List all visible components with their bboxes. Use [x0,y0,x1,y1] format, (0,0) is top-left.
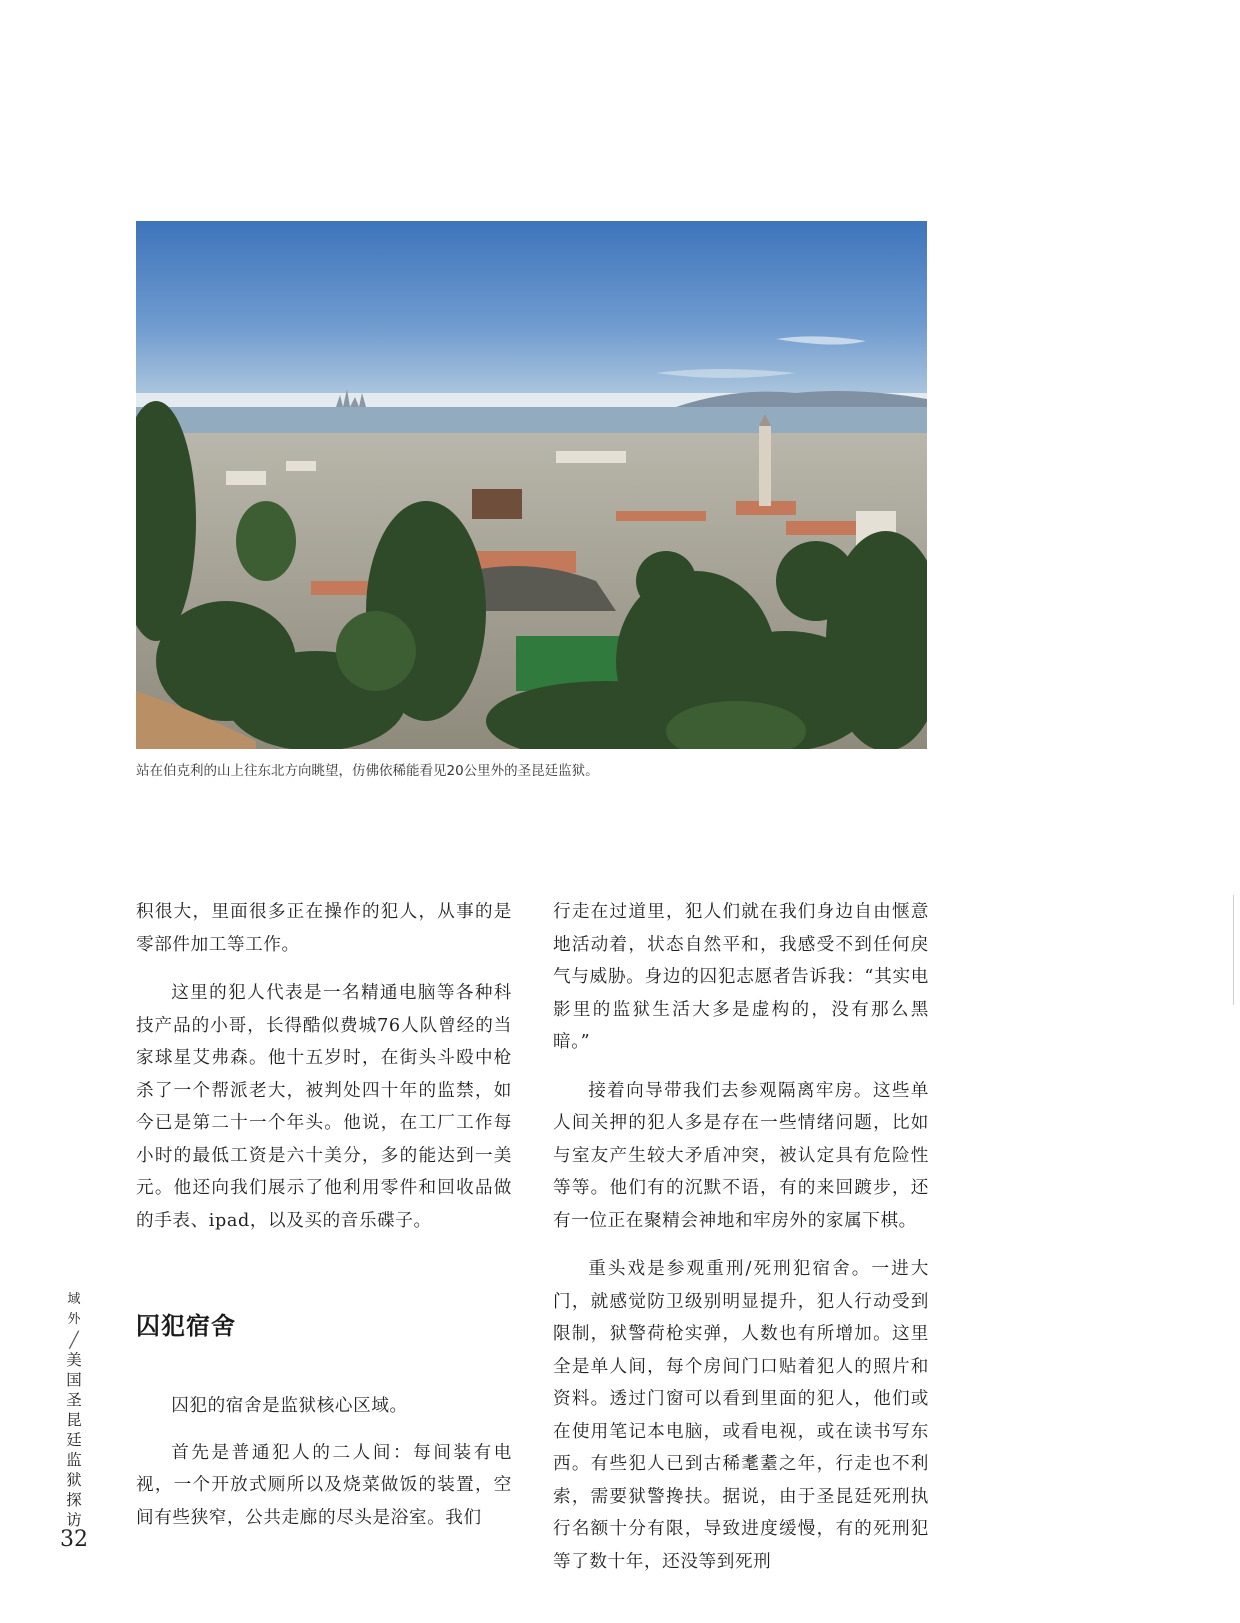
paragraph: 首先是普通犯人的二人间：每间装有电视，一个开放式厕所以及烧菜做饭的装置，空间有些狭窄，公共走廊的尽头是浴室。我们 [136,1442,512,1528]
left-column [136,896,512,1237]
vertical-char: 外 [67,1312,81,1327]
vertical-char: 监 [66,1451,82,1469]
paragraph: 重头戏是参观重刑/死刑犯宿舍。一进大门，就感觉防卫级别明显提升，犯人行动受到限制，狱警荷枪实弹，人数也有所增加。这里全是单人间，每个房间门口贴着犯人的照片和资料。透过门窗可以看到里面的犯人，他们或在使用笔记本电脑，或看电视，或在读书写东西。有些犯人已到古稀耄耋之年，行走也不利索，需要狱警搀扶。据说，由于圣昆廷死刑执行名额十分有限，导致进度缓慢，有的死刑犯等了数十年，还没等到死刑 [553,1259,929,1572]
vertical-char: 美 [66,1351,82,1369]
section-heading: 囚犯宿舍 [136,1311,236,1340]
hero-photo [136,221,927,749]
vertical-char: 圣 [66,1391,82,1409]
vertical-char: 探 [66,1491,82,1509]
article-title-vertical [60,1350,88,1530]
right-column [553,896,929,1578]
berkeley-landscape-image [136,221,927,749]
vertical-char: 昆 [66,1411,82,1429]
paragraph: 行走在过道里，犯人们就在我们身边自由惬意地活动着，状态自然平和，我感受不到任何戾气与威胁。身边的囚犯志愿者告诉我：“其实电影里的监狱生活大多是虚构的，没有那么黑暗。” [553,902,929,1052]
paragraph: 囚犯的宿舍是监狱核心区域。 [171,1396,408,1416]
separator-slash: ╱ [69,1331,79,1349]
paragraph: 这里的犯人代表是一名精通电脑等各种科技产品的小哥，长得酷似费城76人队曾经的当家球星艾弗森。他十五岁时，在街头斗殴中枪杀了一个帮派老大，被判处四十年的监禁，如今已是第二十一个年头。他说，在工厂工作每小时的最低工资是六十美分，多的能达到一美元。他还向我们展示了他利用零件和回收品做的手表、ipad，以及买的音乐碟子。 [136,983,512,1231]
section-body [136,1390,512,1534]
page-number: 32 [60,1527,88,1552]
vertical-char: 国 [66,1371,82,1389]
paragraph: 积很大，里面很多正在操作的犯人，从事的是零部件加工等工作。 [136,902,512,955]
vertical-char: 域 [67,1292,81,1307]
page-edge-mark [1233,895,1240,1005]
section-label [60,1290,88,1330]
vertical-char: 狱 [66,1471,82,1489]
vertical-char: 访 [66,1511,82,1529]
paragraph: 接着向导带我们去参观隔离牢房。这些单人间关押的犯人多是存在一些情绪问题，比如与室友产生较大矛盾冲突，被认定具有危险性等等。他们有的沉默不语，有的来回踱步，还有一位正在聚精会神地和牢房外的家属下棋。 [553,1080,929,1231]
running-header-vertical [60,1290,88,1530]
photo-caption: 站在伯克利的山上往东北方向眺望，仿佛依稀能看见20公里外的圣昆廷监狱。 [136,763,599,779]
vertical-char: 廷 [66,1431,82,1449]
